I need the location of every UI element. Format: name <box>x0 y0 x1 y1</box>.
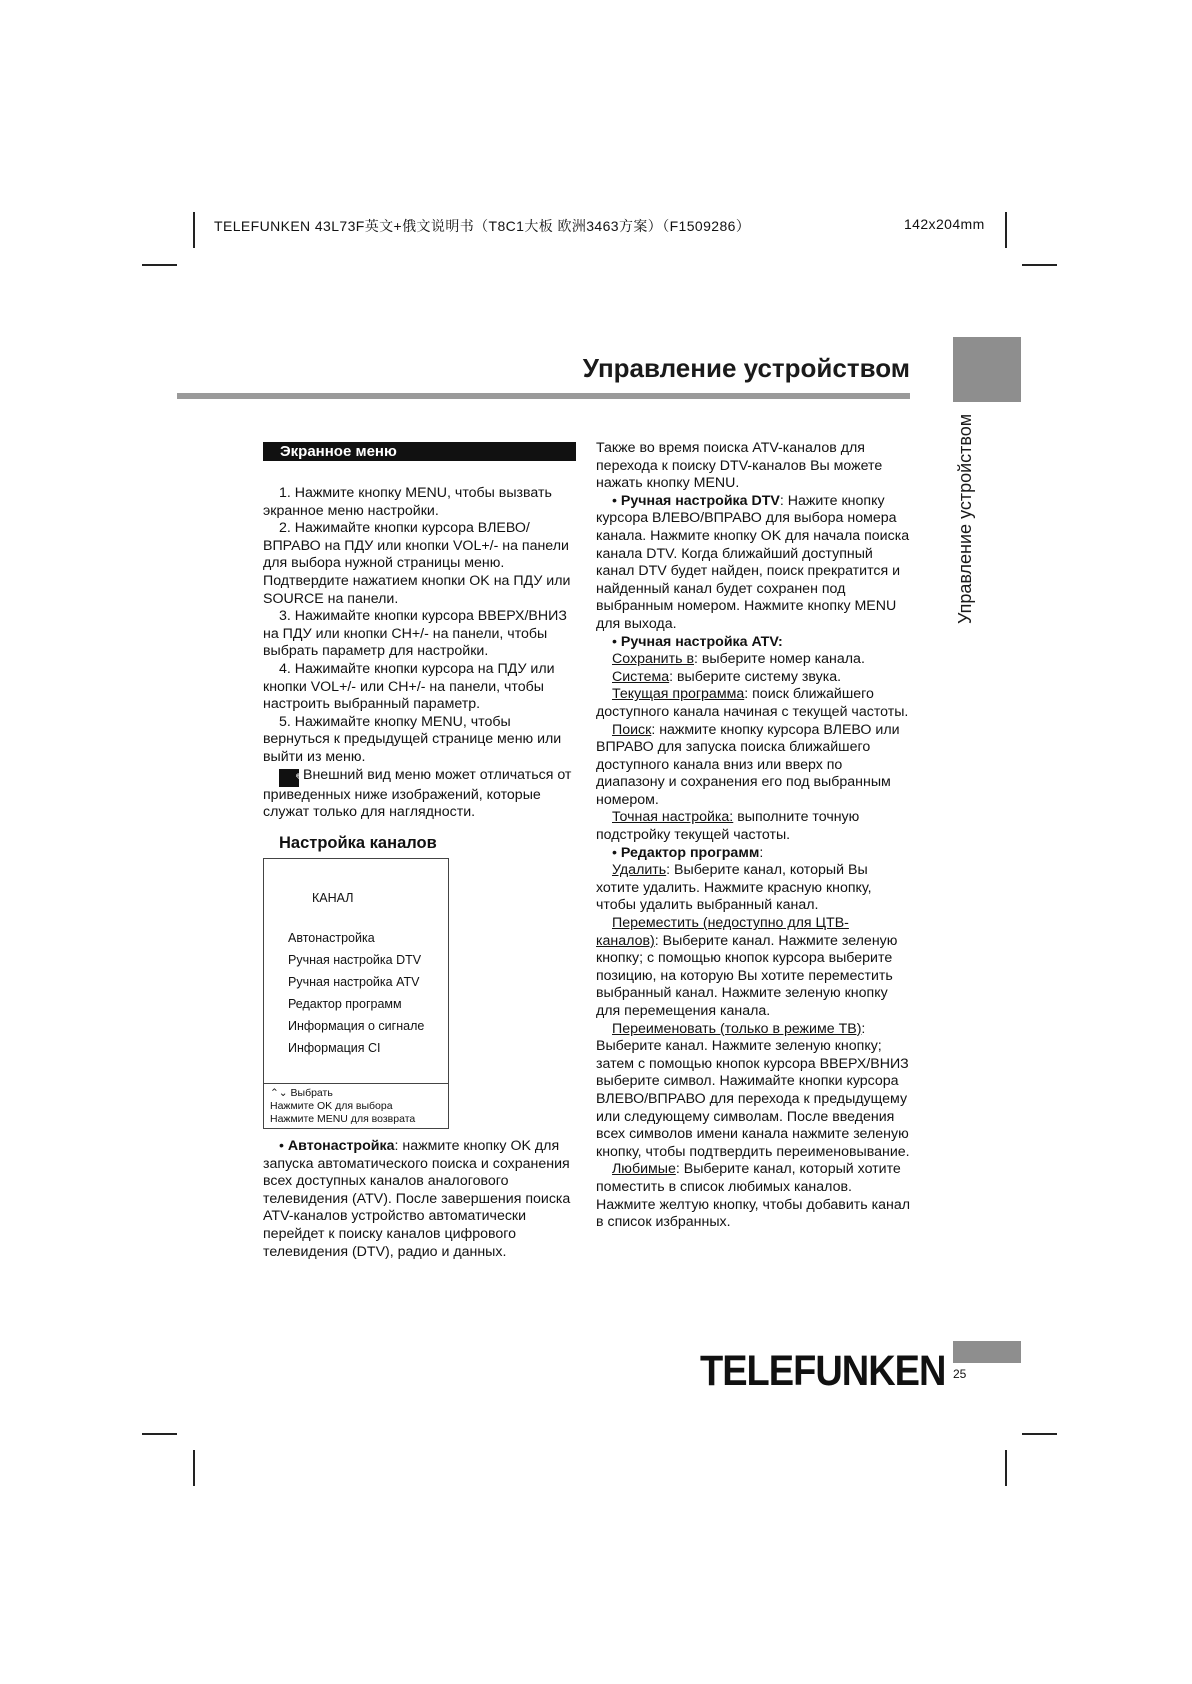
telefunken-logo: TELEFUNKEN <box>700 1348 946 1396</box>
section-tab <box>953 337 1021 402</box>
menu-divider <box>264 1083 448 1084</box>
atv-fine-label: Точная настройка: <box>612 809 734 826</box>
step-2: 2. Нажимайте кнопки курсора ВЛЕВО/ВПРАВО на ПДУ или кнопки VOL+/- на панели для выбора нужной страницы меню. Подтвердите нажатием кнопки OK на ПДУ или SOURCE на панели. <box>263 520 571 607</box>
atv-heading: • Ручная настройка ATV: <box>612 633 783 650</box>
atv-current <box>596 686 910 721</box>
section-heading <box>263 442 576 461</box>
editor-colon: : <box>759 844 764 861</box>
note-pencil-icon: ✎ <box>279 769 299 787</box>
step-4: 4. Нажимайте кнопки курсора на ПДУ или кнопки VOL+/- или CH+/- на панели, чтобы настроить выбранный параметр. <box>263 660 555 713</box>
atv-fine-text: выполните точную подстройку текущей частоты. <box>596 809 860 844</box>
title-rule <box>177 393 910 399</box>
atv-save-text: : выберите номер канала. <box>693 651 865 668</box>
auto-tuning-label: Автонастройка <box>287 1138 395 1154</box>
atv-system <box>596 669 910 687</box>
crop-mark <box>193 212 195 248</box>
auto-tuning-paragraph: • Автонастройка: нажмите кнопку OK для запуска автоматического поиска и сохранения всех доступных каналов аналогового телевидения (ATV). После завершения поиска ATV-каналов устройство автоматически перейдет к поиску каналов цифрового телевидения (DTV), радио и данных. <box>263 1138 571 1260</box>
crop-mark <box>1005 1450 1007 1486</box>
editor-delete <box>596 862 910 915</box>
crop-mark <box>1022 1433 1057 1435</box>
menu-footer-select: ⌃⌄ Выбрать <box>270 1087 333 1099</box>
editor-rename-label: Переименовать (только в режиме ТВ) <box>612 1020 862 1037</box>
note <box>263 767 576 822</box>
editor-fav-text: : Выберите канал, который хотите поместить в список любимых каналов. Нажмите желтую кнопку, чтобы добавить канал в список избранных. <box>596 1161 910 1231</box>
menu-item-dtv-manual: Ручная настройка DTV <box>288 953 422 967</box>
menu-item-auto-tuning: Автонастройка <box>288 931 375 945</box>
menu-item-program-editor: Редактор программ <box>288 997 402 1011</box>
editor-rename-text: : Выберите канал. Нажмите зеленую кнопку; затем с помощью кнопок курсора ВВЕРХ/ВНИЗ выберите символ. Нажимайте кнопки курсора ВЛЕВО/ВПРАВО для перехода к предыдущему или следующему символам. После введения всех символов имени канала нажмите зеленую кнопку, чтобы подтвердить переименовывание. <box>596 1020 910 1160</box>
atv-search-text: : нажмите кнопку курсора ВЛЕВО или ВПРАВО для запуска поиска ближайшего доступного канала вниз или вверх по диапазону и сохранения его под выбранным номером. <box>596 721 900 808</box>
right-column <box>596 440 910 1232</box>
dtv-label: Ручная настройка DTV <box>620 492 780 509</box>
editor-heading: • Редактор программ: <box>612 844 764 861</box>
editor-move <box>596 915 910 1021</box>
editor-label: Редактор программ <box>620 844 760 861</box>
channel-menu-illustration <box>263 858 449 1129</box>
crop-mark <box>193 1450 195 1486</box>
editor-fav-label: Любимые <box>612 1161 676 1178</box>
left-column-auto <box>263 1138 576 1261</box>
step-5: 5. Нажимайте кнопку MENU, чтобы вернуться к предыдущей странице меню или выйти из меню. <box>263 713 562 765</box>
menu-title: КАНАЛ <box>312 891 354 905</box>
menu-footer-back: Нажмите MENU для возврата <box>270 1113 416 1125</box>
section-heading-text: Экранное меню <box>280 443 397 460</box>
atv-search-label: Поиск <box>612 721 652 738</box>
atv-system-label: Система <box>612 668 670 685</box>
atv-current-label: Текущая программа <box>612 686 745 703</box>
auto-tuning-text: : нажмите кнопку OK для запуска автоматического поиска и сохранения всех доступных каналов аналогового телевидения (ATV). После завершения поиска ATV-каналов устройство автоматически перейдет к поиску каналов цифрового телевидения (DTV), радио и данных. <box>263 1138 571 1260</box>
dtv-text: : Нажите кнопку курсора ВЛЕВО/ВПРАВО для выбора номера канала. Нажмите кнопку OK для начала поиска канала DTV. Когда ближайший доступный канал DTV будет найден, поиск прекратится и найденный канал будет сохранен под выбранным номером. Нажмите кнопку MENU для выхода. <box>596 492 910 632</box>
menu-footer <box>270 1087 415 1126</box>
crop-mark <box>142 1433 177 1435</box>
intro-paragraph: Также во время поиска ATV-каналов для перехода к поиску DTV-каналов Вы можете нажать кнопку MENU. <box>596 440 883 492</box>
editor-delete-label: Удалить <box>612 862 667 879</box>
page-title: Управление устройством <box>582 353 910 383</box>
menu-item-ci-info: Информация CI <box>288 1041 381 1055</box>
atv-system-text: : выберите систему звука. <box>669 668 842 685</box>
atv-save <box>596 651 910 669</box>
menu-item-atv-manual: Ручная настройка ATV <box>288 975 420 989</box>
subheading-channel-setup: Настройка каналов <box>279 834 437 852</box>
step-3: 3. Нажимайте кнопки курсора ВВЕРХ/ВНИЗ на ПДУ или кнопки CH+/- на панели, чтобы выбрать параметр для настройки. <box>263 608 567 660</box>
editor-delete-text: : Выберите канал, который Вы хотите удалить. Нажмите красную кнопку, чтобы удалить выбранный канал. <box>596 862 872 914</box>
crop-mark <box>1022 264 1057 266</box>
atv-save-label: Сохранить в <box>612 651 694 668</box>
note-text: Внешний вид меню может отличаться от приведенных ниже изображений, которые служат только для наглядности. <box>263 766 572 821</box>
dtv-paragraph: • Ручная настройка DTV: Нажите кнопку курсора ВЛЕВО/ВПРАВО для выбора номера канала. Нажмите кнопку OK для начала поиска канала DTV. Когда ближайший доступный канал DTV будет найден, поиск прекратится и найденный канал будет сохранен под выбранным номером. Нажмите кнопку MENU для выхода. <box>596 492 910 632</box>
editor-move-text: : Выберите канал. Нажмите зеленую кнопку; с помощью кнопок курсора выберите позицию, на которую Вы хотите переместить выбранный канал. Нажмите зеленую кнопку для перемещения канала. <box>596 932 898 1019</box>
atv-search <box>596 722 910 810</box>
editor-favorites <box>596 1161 910 1231</box>
editor-move-label: Переместить (недоступно для ЦТВ-каналов) <box>596 915 849 949</box>
menu-list <box>288 927 424 1059</box>
menu-item-signal-info: Информация о сигнале <box>288 1019 425 1033</box>
left-column-steps <box>263 485 576 822</box>
side-section-label: Управление устройством <box>955 414 975 625</box>
menu-footer-ok: Нажмите OK для выбора <box>270 1100 393 1112</box>
step-1: 1. Нажмите кнопку MENU, чтобы вызвать экранное меню настройки. <box>263 485 552 519</box>
document-id: TELEFUNKEN 43L73F英文+俄文说明书（T8C1大板 欧洲3463方案）（F1509286） <box>214 218 751 234</box>
page-number: 25 <box>953 1367 967 1381</box>
editor-rename <box>596 1021 910 1162</box>
atv-fine <box>596 809 910 844</box>
page-size: 142x204mm <box>904 216 985 232</box>
atv-label: Ручная настройка ATV: <box>620 633 783 650</box>
crop-mark <box>142 264 177 266</box>
crop-mark <box>1005 212 1007 248</box>
page-number-tab <box>953 1341 1021 1363</box>
atv-current-text: : поиск ближайшего доступного канала начиная с текущей частоты. <box>596 686 909 720</box>
